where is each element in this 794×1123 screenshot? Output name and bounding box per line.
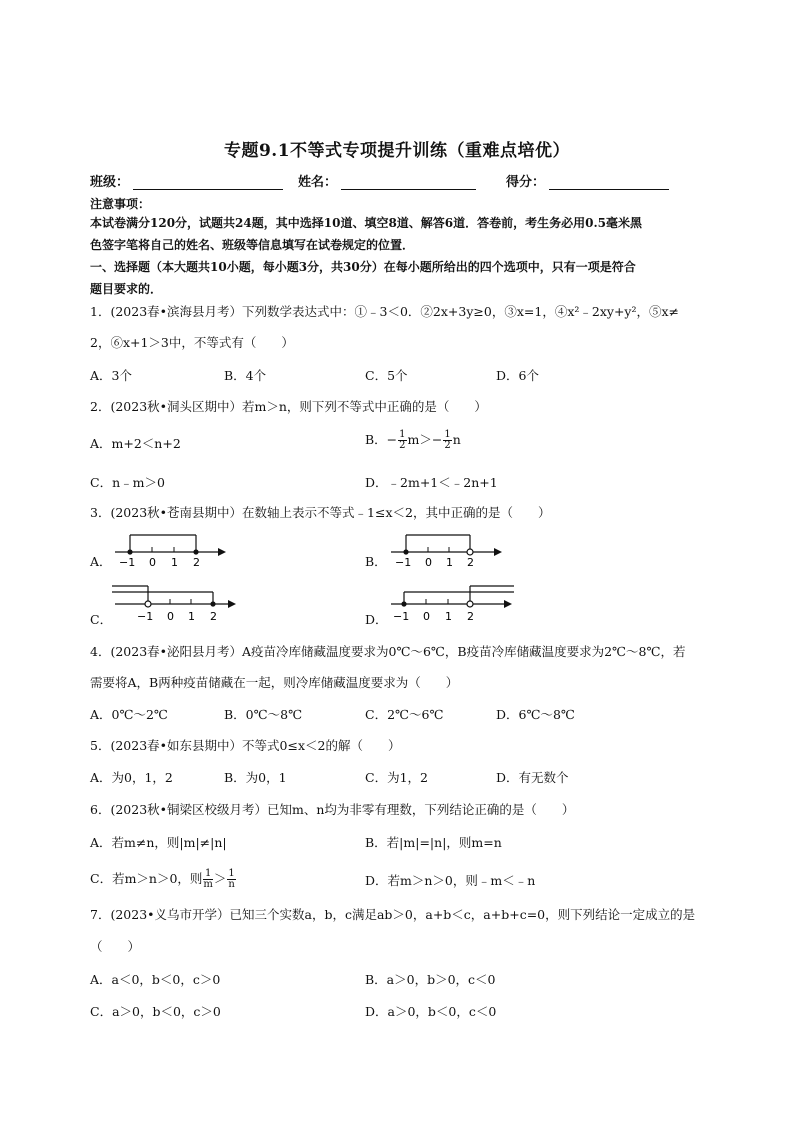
question-4-stem [90, 642, 685, 662]
closed-dot-minus1 [403, 549, 408, 554]
q1-text: 下列数学表达式中：①﹣3＜0．②2x+3y≥0，③x=1，④x²﹣2xy+y²，⑤x≠ [242, 304, 680, 319]
q1-number: 1． [90, 304, 111, 319]
q1-text-2: 2，⑥x+1＞3中，不等式有（ ） [90, 335, 294, 350]
q2-b-mid: m＞− [407, 432, 443, 447]
q5-option-a[interactable]: A．为0，1，2 [90, 770, 173, 785]
q4-source: (2023春•泌阳县月考） [110, 644, 243, 659]
question-2-stem [90, 397, 487, 417]
notes-heading: 注意事项： [90, 197, 151, 211]
student-info-row [90, 171, 730, 191]
q2-b-frac2-den: 2 [444, 440, 451, 451]
q2-option-a[interactable]: A．m+2＜n+2 [90, 436, 181, 451]
class-label: 班级： [90, 175, 130, 190]
q6-c-fraction-2 [227, 869, 235, 890]
axis-arrow [228, 600, 236, 608]
q5-option-c[interactable]: C．为1，2 [365, 770, 428, 785]
q6-c-frac1-den: m [203, 879, 213, 890]
q2-number: 2． [90, 399, 111, 414]
tick-label-minus1: −1 [119, 556, 136, 569]
q7-source: (2023•义乌市开学） [110, 907, 230, 922]
q7-text-2: （ ） [90, 939, 141, 954]
q2-b-prefix: B．− [365, 432, 398, 447]
tick-label-0: 0 [425, 556, 432, 569]
q3-option-a-label[interactable]: A． [90, 554, 112, 569]
q1-option-b[interactable]: B．4个 [224, 368, 267, 383]
notes-line-2: 色签字笔将自己的姓名、班级等信息填写在试卷规定的位置． [90, 238, 415, 252]
question-6-stem [90, 800, 574, 820]
q7-option-b[interactable]: B．a＞0，b＞0，c＜0 [365, 972, 496, 987]
q4-option-c[interactable]: C．2℃～6℃ [365, 707, 444, 722]
q2-b-frac1-num: 1 [399, 429, 406, 440]
tick-label-0: 0 [149, 556, 156, 569]
q2-text: 若m＞n，则下列不等式中正确的是（ ） [242, 399, 487, 414]
q6-c-mid: ＞ [213, 871, 227, 886]
q4-option-b[interactable]: B．0℃～8℃ [224, 707, 303, 722]
q5-source: (2023春•如东县期中） [110, 738, 243, 753]
q3-option-c-numberline[interactable] [110, 582, 240, 626]
tick-label-minus1: −1 [137, 610, 154, 623]
q5-option-d[interactable]: D．有无数个 [496, 770, 569, 785]
q5-text: 不等式0≤x＜2的解（ ） [242, 738, 401, 753]
q2-b-frac1-den: 2 [399, 440, 406, 451]
closed-dot-2 [210, 601, 215, 606]
tick-label-1: 1 [446, 556, 453, 569]
q7-option-d[interactable]: D．a＞0，b＜0，c＜0 [365, 1004, 497, 1019]
q7-text: 已知三个实数a，b，c满足ab＞0，a+b＜c，a+b+c=0，则下列结论一定成立的是 [229, 907, 696, 922]
q1-option-c[interactable]: C．5个 [365, 368, 408, 383]
section1-line-1: 一、选择题（本大题共10小题，每小题3分，共30分）在每小题所给出的四个选项中，只有一项是符合 [90, 260, 636, 274]
tick-label-2: 2 [467, 610, 474, 623]
question-1-stem [90, 302, 679, 322]
q3-option-a-numberline[interactable] [110, 530, 230, 572]
q3-number: 3． [90, 505, 111, 520]
name-field[interactable] [298, 171, 476, 190]
q2-b-fraction-2 [443, 430, 451, 451]
open-dot-2 [467, 549, 473, 555]
notes-line-1: 本试卷满分120分，试题共24题，其中选择10道、填空8道、解答6道．答卷前，考生务必用0.5毫米黑 [90, 216, 643, 230]
q3-text: 在数轴上表示不等式﹣1≤x＜2，其中正确的是（ ） [242, 505, 551, 520]
axis-arrow [218, 548, 226, 556]
q6-c-prefix: C．若m＞n＞0，则 [90, 871, 203, 886]
tick-label-1: 1 [445, 610, 452, 623]
q5-number: 5． [90, 738, 111, 753]
tick-label-0: 0 [167, 610, 174, 623]
q2-source: (2023秋•洞头区期中） [110, 399, 243, 414]
q3-source: (2023秋•苍南县期中） [110, 505, 243, 520]
q4-number: 4． [90, 644, 111, 659]
q2-b-frac2-num: 1 [444, 429, 451, 440]
q6-source: (2023秋•铜梁区校级月考） [110, 802, 268, 817]
score-blank[interactable] [549, 175, 669, 190]
section1-line-2: 题目要求的． [90, 282, 163, 296]
tick-label-2: 2 [467, 556, 474, 569]
q4-text-2: 需要将A，B两种疫苗储藏在一起，则冷库储藏温度要求为（ ） [90, 675, 459, 690]
score-field[interactable] [506, 171, 669, 190]
q1-option-d[interactable]: D．6个 [496, 368, 539, 383]
tick-label-minus1: −1 [395, 556, 412, 569]
tick-label-minus1: −1 [393, 610, 410, 623]
axis-arrow [504, 600, 512, 608]
q4-text: A疫苗冷库储藏温度要求为0℃～6℃，B疫苗冷库储藏温度要求为2℃～8℃，若 [242, 644, 686, 659]
q6-option-b[interactable]: B．若|m|=|n|，则m=n [365, 835, 502, 850]
q6-text: 已知m、n均为非零有理数，下列结论正确的是（ ） [267, 802, 575, 817]
q6-c-frac2-den: n [228, 879, 235, 890]
q2-b-suffix: n [452, 432, 461, 447]
q4-option-d[interactable]: D．6℃～8℃ [496, 707, 575, 722]
q3-option-c-label[interactable]: C． [90, 612, 113, 627]
name-blank[interactable] [341, 175, 476, 190]
class-blank[interactable] [133, 175, 283, 190]
closed-dot-2 [193, 549, 198, 554]
q1-source: (2023春•滨海县月考） [110, 304, 243, 319]
q3-option-d-numberline[interactable] [386, 582, 516, 626]
q7-option-c[interactable]: C．a＞0，b＜0，c＞0 [90, 1004, 221, 1019]
tick-label-1: 1 [188, 610, 195, 623]
q3-option-d-label[interactable]: D． [365, 612, 388, 627]
q6-option-a[interactable]: A．若m≠n，则|m|≠|n| [90, 835, 227, 850]
tick-label-0: 0 [423, 610, 430, 623]
tick-label-2: 2 [210, 610, 217, 623]
tick-label-1: 1 [171, 556, 178, 569]
class-field[interactable] [90, 171, 283, 190]
q6-option-d[interactable]: D．若m＞n＞0，则﹣m＜﹣n [365, 873, 536, 888]
q2-option-b[interactable] [365, 430, 461, 451]
open-dot-2 [467, 601, 473, 607]
score-label: 得分： [506, 175, 546, 190]
page-title: 专题9.1不等式专项提升训练（重难点培优） [223, 141, 571, 161]
q2-b-fraction-1 [398, 430, 406, 451]
closed-dot-minus1 [127, 549, 132, 554]
q1-option-a[interactable]: A．3个 [90, 368, 132, 383]
q6-c-frac2-num: 1 [228, 868, 235, 879]
question-7-stem [90, 905, 695, 925]
q6-c-frac1-num: 1 [204, 868, 212, 879]
tick-label-2: 2 [193, 556, 200, 569]
q2-option-c[interactable]: C．n﹣m＞0 [90, 475, 165, 490]
question-3-stem [90, 503, 550, 523]
q6-number: 6． [90, 802, 111, 817]
q4-option-a[interactable]: A．0℃～2℃ [90, 707, 168, 722]
question-5-stem [90, 736, 400, 756]
q3-option-b-numberline[interactable] [386, 530, 506, 572]
name-label: 姓名： [298, 175, 338, 190]
axis-arrow [494, 548, 502, 556]
q7-number: 7． [90, 907, 111, 922]
q6-option-c[interactable] [90, 869, 237, 890]
open-dot-minus1 [145, 601, 151, 607]
q5-option-b[interactable]: B．为0，1 [224, 770, 287, 785]
q7-option-a[interactable]: A．a＜0，b＜0，c＞0 [90, 972, 221, 987]
q3-option-b-label[interactable]: B． [365, 554, 387, 569]
q2-option-d[interactable]: D．﹣2m+1＜﹣2n+1 [365, 475, 498, 490]
q6-c-fraction-1 [203, 869, 212, 890]
closed-dot-minus1 [401, 601, 406, 606]
